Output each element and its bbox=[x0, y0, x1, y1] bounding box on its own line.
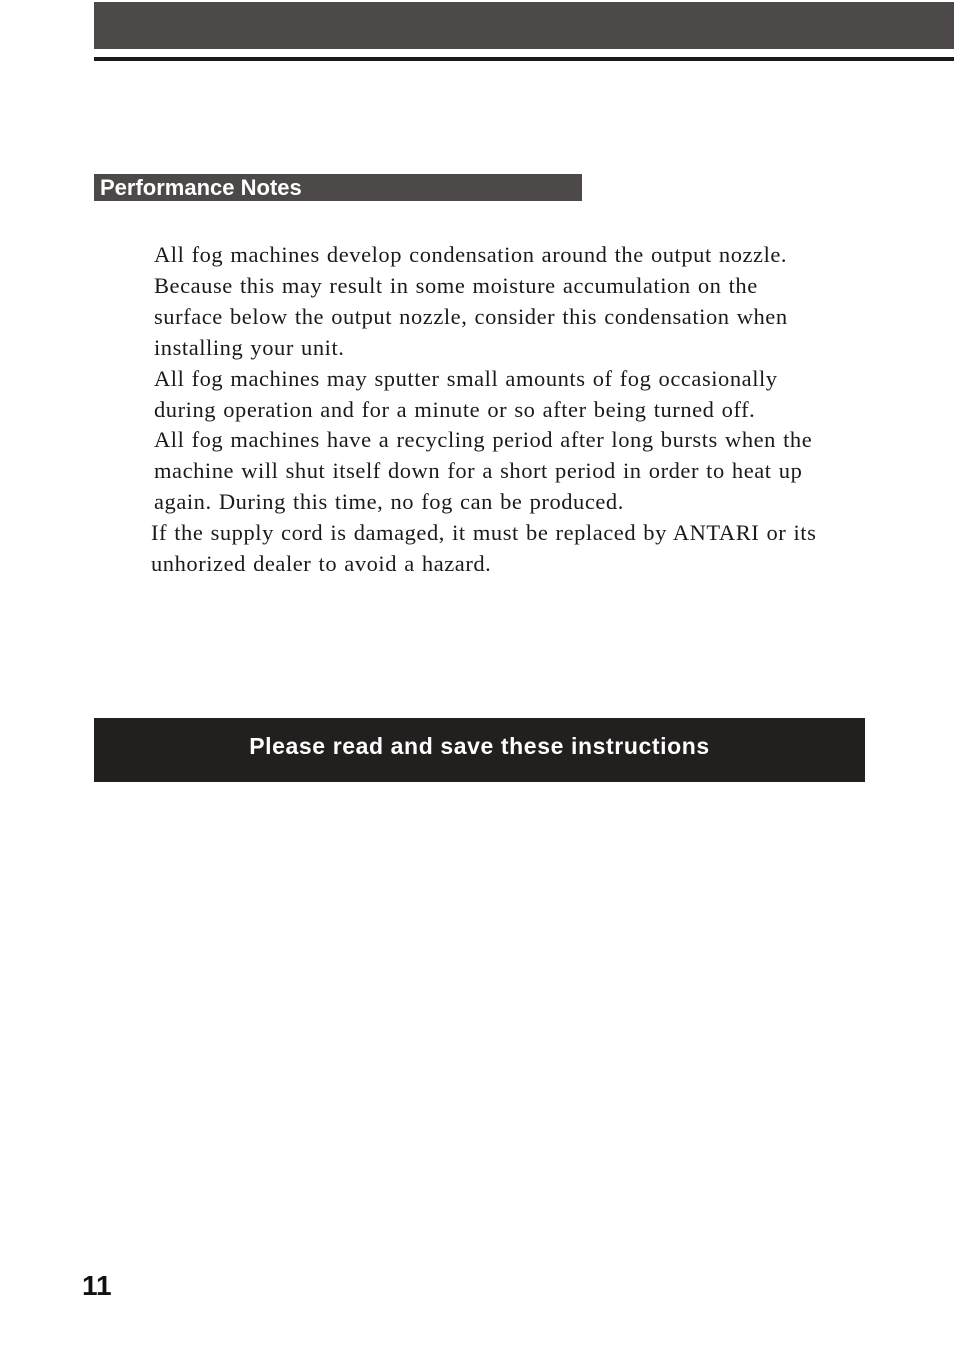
note-paragraph: If the supply cord is damaged, it must be replaced by ANTARI or its unhorized dealer to avoid a hazard. bbox=[151, 520, 817, 577]
header-bar bbox=[94, 2, 954, 49]
header-rule bbox=[94, 57, 954, 61]
performance-notes bbox=[151, 240, 824, 580]
note-paragraph: All fog machines may sputter small amounts of fog occasionally during operation and for a minute or so after being turned off. bbox=[154, 365, 778, 422]
note-paragraph: All fog machines have a recycling period after long bursts when the machine will shut itself down for a short period in order to heat up again. During this time, no fog can be produced. bbox=[154, 427, 813, 515]
note-paragraph: All fog machines develop condensation around the output nozzle. Because this may result in some moisture accumulation on the surface below the output nozzle, consider this condensation when installing your unit. bbox=[154, 242, 788, 360]
page-number: 11 bbox=[82, 1270, 112, 1301]
save-instructions-banner: Please read and save these instructions bbox=[94, 718, 865, 782]
section-heading: Performance Notes bbox=[94, 174, 582, 201]
